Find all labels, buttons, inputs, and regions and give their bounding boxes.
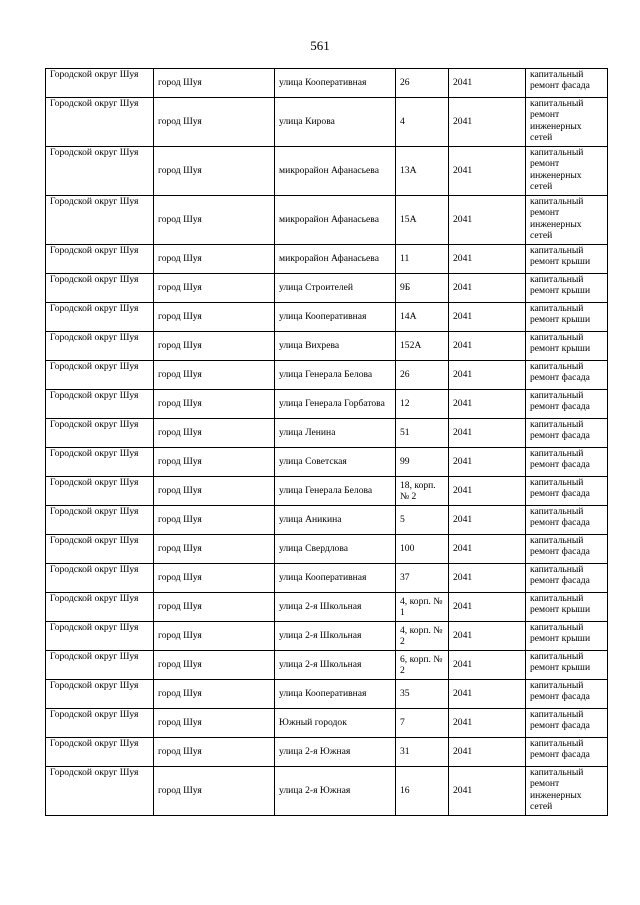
municipal-district-cell: Городской округ Шуя [46, 477, 154, 506]
street-cell: улица 2-я Южная [275, 767, 396, 816]
house-number-cell: 16 [396, 767, 449, 816]
municipal-district-cell: Городской округ Шуя [46, 98, 154, 147]
settlement-cell: город Шуя [154, 69, 275, 98]
settlement-cell: город Шуя [154, 564, 275, 593]
repair-year-cell: 2041 [449, 593, 526, 622]
street-cell: улица Свердлова [275, 535, 396, 564]
house-number-cell: 6, корп. № 2 [396, 651, 449, 680]
house-number-cell: 4, корп. № 2 [396, 622, 449, 651]
municipal-district-cell: Городской округ Шуя [46, 622, 154, 651]
repair-year-cell: 2041 [449, 680, 526, 709]
work-type-cell: капитальный ремонт фасада [526, 506, 608, 535]
table-row [46, 622, 608, 651]
work-type-cell: капитальный ремонт крыши [526, 274, 608, 303]
street-cell: улица 2-я Южная [275, 738, 396, 767]
settlement-cell: город Шуя [154, 622, 275, 651]
work-type-cell: капитальный ремонт фасада [526, 535, 608, 564]
table-row [46, 593, 608, 622]
table-row [46, 738, 608, 767]
table-row [46, 709, 608, 738]
table-row [46, 147, 608, 196]
table-row [46, 564, 608, 593]
repair-year-cell: 2041 [449, 245, 526, 274]
table-row [46, 69, 608, 98]
settlement-cell: город Шуя [154, 506, 275, 535]
settlement-cell: город Шуя [154, 738, 275, 767]
street-cell: микрорайон Афанасьева [275, 196, 396, 245]
municipal-district-cell: Городской округ Шуя [46, 680, 154, 709]
table-row [46, 767, 608, 816]
repair-year-cell: 2041 [449, 274, 526, 303]
settlement-cell: город Шуя [154, 477, 275, 506]
street-cell: улица Генерала Горбатова [275, 390, 396, 419]
house-number-cell: 26 [396, 361, 449, 390]
street-cell: улица Генерала Белова [275, 477, 396, 506]
settlement-cell: город Шуя [154, 196, 275, 245]
settlement-cell: город Шуя [154, 593, 275, 622]
municipal-district-cell: Городской округ Шуя [46, 506, 154, 535]
settlement-cell: город Шуя [154, 332, 275, 361]
table-row [46, 390, 608, 419]
repair-year-cell: 2041 [449, 390, 526, 419]
table-row [46, 651, 608, 680]
table-row [46, 448, 608, 477]
repair-year-cell: 2041 [449, 98, 526, 147]
settlement-cell: город Шуя [154, 303, 275, 332]
street-cell: микрорайон Афанасьева [275, 245, 396, 274]
work-type-cell: капитальный ремонт инженерных сетей [526, 196, 608, 245]
repair-year-cell: 2041 [449, 448, 526, 477]
settlement-cell: город Шуя [154, 390, 275, 419]
municipal-district-cell: Городской округ Шуя [46, 709, 154, 738]
municipal-district-cell: Городской округ Шуя [46, 69, 154, 98]
work-type-cell: капитальный ремонт фасада [526, 69, 608, 98]
table-row [46, 361, 608, 390]
house-number-cell: 37 [396, 564, 449, 593]
street-cell: улица Кирова [275, 98, 396, 147]
table-row [46, 274, 608, 303]
work-type-cell: капитальный ремонт фасада [526, 564, 608, 593]
repair-year-cell: 2041 [449, 69, 526, 98]
municipal-district-cell: Городской округ Шуя [46, 274, 154, 303]
house-number-cell: 99 [396, 448, 449, 477]
table-row [46, 419, 608, 448]
work-type-cell: капитальный ремонт крыши [526, 651, 608, 680]
work-type-cell: капитальный ремонт фасада [526, 709, 608, 738]
house-number-cell: 18, корп. № 2 [396, 477, 449, 506]
work-type-cell: капитальный ремонт фасада [526, 419, 608, 448]
municipal-district-cell: Городской округ Шуя [46, 564, 154, 593]
work-type-cell: капитальный ремонт крыши [526, 332, 608, 361]
street-cell: улица 2-я Школьная [275, 622, 396, 651]
house-number-cell: 11 [396, 245, 449, 274]
table-row [46, 332, 608, 361]
repair-year-cell: 2041 [449, 535, 526, 564]
work-type-cell: капитальный ремонт фасада [526, 361, 608, 390]
work-type-cell: капитальный ремонт крыши [526, 303, 608, 332]
municipal-district-cell: Городской округ Шуя [46, 303, 154, 332]
work-type-cell: капитальный ремонт фасада [526, 477, 608, 506]
table-row [46, 680, 608, 709]
settlement-cell: город Шуя [154, 98, 275, 147]
work-type-cell: капитальный ремонт фасада [526, 738, 608, 767]
municipal-district-cell: Городской округ Шуя [46, 147, 154, 196]
house-number-cell: 4, корп. № 1 [396, 593, 449, 622]
work-type-cell: капитальный ремонт крыши [526, 245, 608, 274]
settlement-cell: город Шуя [154, 147, 275, 196]
settlement-cell: город Шуя [154, 767, 275, 816]
work-type-cell: капитальный ремонт инженерных сетей [526, 98, 608, 147]
municipal-district-cell: Городской округ Шуя [46, 593, 154, 622]
settlement-cell: город Шуя [154, 535, 275, 564]
street-cell: улица Строителей [275, 274, 396, 303]
repair-year-cell: 2041 [449, 303, 526, 332]
street-cell: улица Кооперативная [275, 564, 396, 593]
settlement-cell: город Шуя [154, 651, 275, 680]
settlement-cell: город Шуя [154, 361, 275, 390]
house-number-cell: 13А [396, 147, 449, 196]
street-cell: Южный городок [275, 709, 396, 738]
house-number-cell: 31 [396, 738, 449, 767]
municipal-district-cell: Городской округ Шуя [46, 196, 154, 245]
work-type-cell: капитальный ремонт фасада [526, 680, 608, 709]
street-cell: улица Кооперативная [275, 69, 396, 98]
street-cell: улица Кооперативная [275, 680, 396, 709]
municipal-district-cell: Городской округ Шуя [46, 245, 154, 274]
street-cell: улица 2-я Школьная [275, 651, 396, 680]
house-number-cell: 100 [396, 535, 449, 564]
settlement-cell: город Шуя [154, 709, 275, 738]
repair-year-cell: 2041 [449, 196, 526, 245]
repair-year-cell: 2041 [449, 506, 526, 535]
house-number-cell: 35 [396, 680, 449, 709]
house-number-cell: 12 [396, 390, 449, 419]
settlement-cell: город Шуя [154, 680, 275, 709]
street-cell: улица 2-я Школьная [275, 593, 396, 622]
street-cell: улица Аникина [275, 506, 396, 535]
municipal-district-cell: Городской округ Шуя [46, 535, 154, 564]
work-type-cell: капитальный ремонт крыши [526, 593, 608, 622]
table-row [46, 535, 608, 564]
settlement-cell: город Шуя [154, 448, 275, 477]
municipal-district-cell: Городской округ Шуя [46, 361, 154, 390]
municipal-district-cell: Городской округ Шуя [46, 419, 154, 448]
work-type-cell: капитальный ремонт фасада [526, 390, 608, 419]
house-number-cell: 9Б [396, 274, 449, 303]
work-type-cell: капитальный ремонт инженерных сетей [526, 767, 608, 816]
table-row [46, 506, 608, 535]
municipal-district-cell: Городской округ Шуя [46, 448, 154, 477]
table-row [46, 245, 608, 274]
work-type-cell: капитальный ремонт крыши [526, 622, 608, 651]
municipal-district-cell: Городской округ Шуя [46, 332, 154, 361]
street-cell: улица Кооперативная [275, 303, 396, 332]
street-cell: микрорайон Афанасьева [275, 147, 396, 196]
street-cell: улица Генерала Белова [275, 361, 396, 390]
repair-year-cell: 2041 [449, 738, 526, 767]
repair-year-cell: 2041 [449, 622, 526, 651]
table-body [46, 69, 608, 816]
work-type-cell: капитальный ремонт фасада [526, 448, 608, 477]
house-number-cell: 51 [396, 419, 449, 448]
repair-year-cell: 2041 [449, 564, 526, 593]
municipal-district-cell: Городской округ Шуя [46, 651, 154, 680]
municipal-district-cell: Городской округ Шуя [46, 767, 154, 816]
settlement-cell: город Шуя [154, 245, 275, 274]
street-cell: улица Советская [275, 448, 396, 477]
repair-year-cell: 2041 [449, 477, 526, 506]
street-cell: улица Ленина [275, 419, 396, 448]
table-row [46, 477, 608, 506]
house-number-cell: 15А [396, 196, 449, 245]
table-row [46, 303, 608, 332]
repair-year-cell: 2041 [449, 651, 526, 680]
page-number: 561 [310, 38, 330, 53]
house-number-cell: 26 [396, 69, 449, 98]
municipal-district-cell: Городской округ Шуя [46, 738, 154, 767]
house-number-cell: 4 [396, 98, 449, 147]
street-cell: улица Вихрева [275, 332, 396, 361]
work-type-cell: капитальный ремонт инженерных сетей [526, 147, 608, 196]
repair-year-cell: 2041 [449, 767, 526, 816]
repair-year-cell: 2041 [449, 147, 526, 196]
house-number-cell: 7 [396, 709, 449, 738]
repair-year-cell: 2041 [449, 419, 526, 448]
repair-year-cell: 2041 [449, 361, 526, 390]
settlement-cell: город Шуя [154, 419, 275, 448]
table-row [46, 98, 608, 147]
house-number-cell: 152А [396, 332, 449, 361]
repair-year-cell: 2041 [449, 332, 526, 361]
repair-year-cell: 2041 [449, 709, 526, 738]
municipal-district-cell: Городской округ Шуя [46, 390, 154, 419]
settlement-cell: город Шуя [154, 274, 275, 303]
house-number-cell: 5 [396, 506, 449, 535]
house-number-cell: 14А [396, 303, 449, 332]
table-row [46, 196, 608, 245]
repair-schedule-table [45, 68, 608, 816]
